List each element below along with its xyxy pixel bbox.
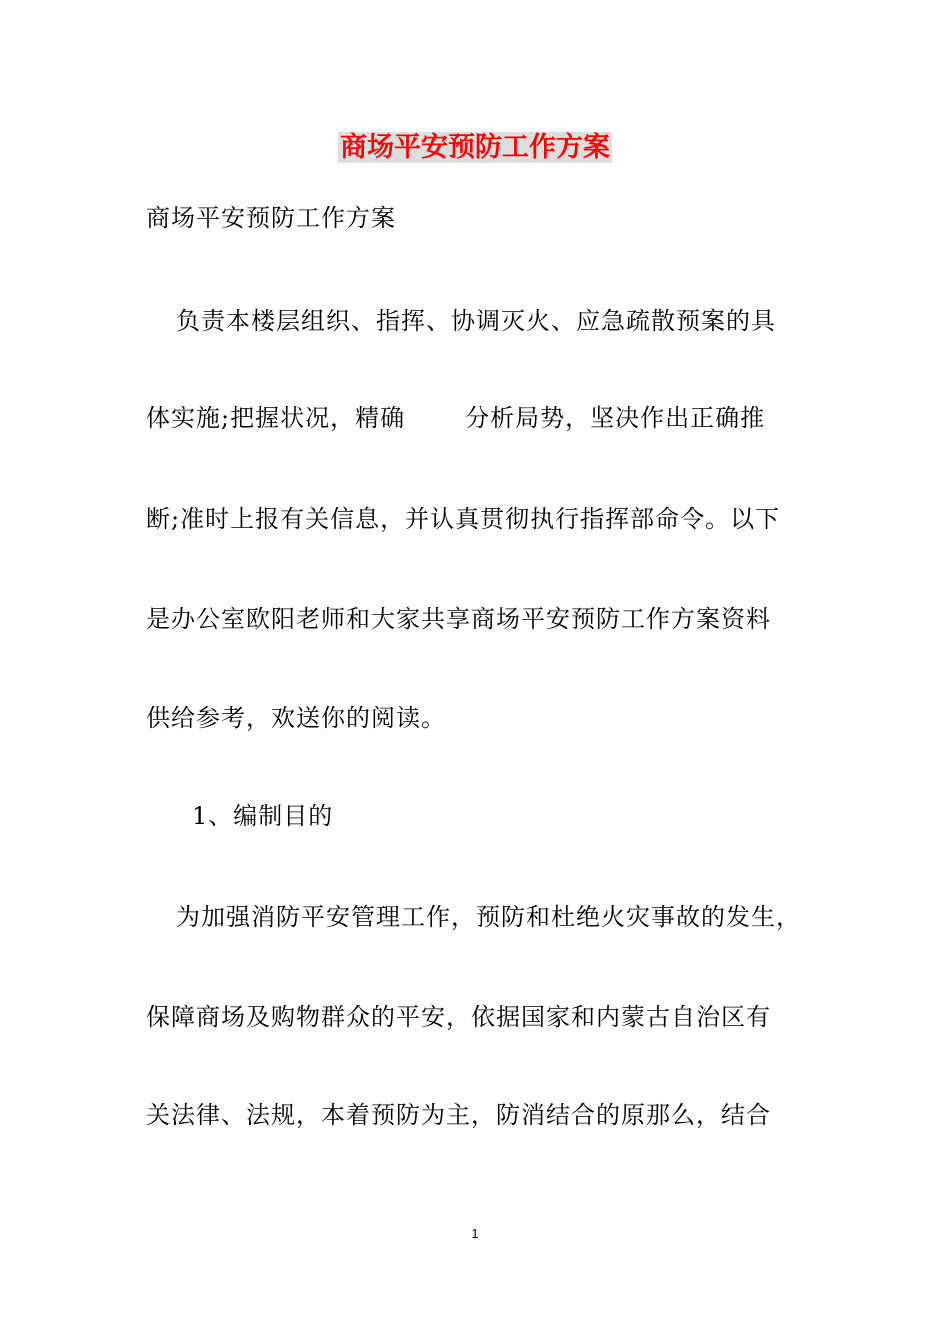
paragraph-line: 供给参考，欢送你的阅读。 [146, 704, 446, 732]
paragraph-line: 负责本楼层组织、指挥、协调灭火、应急疏散预案的具 [176, 307, 776, 335]
paragraph-line: 断;准时上报有关信息，并认真贯彻执行指挥部命令。以下 [146, 505, 781, 533]
paragraph-line: 关法律、法规，本着预防为主，防消结合的原那么，结合 [146, 1101, 771, 1129]
paragraph-line: 为加强消防平安管理工作，预防和杜绝火灾事故的发生， [176, 903, 801, 931]
paragraph-line-part: 体实施;把握状况，精确 [146, 404, 406, 432]
paragraph-line [146, 402, 826, 434]
paragraph-line-part: 分析局势，坚决作出正确推 [465, 404, 766, 432]
paragraph-line: 保障商场及购物群众的平安，依据国家和内蒙古自治区有 [146, 1003, 771, 1031]
paragraph-line: 是办公室欧阳老师和大家共享商场平安预防工作方案资料 [146, 605, 771, 633]
document-title [0, 128, 950, 168]
document-title-text: 商场平安预防工作方案 [340, 132, 610, 163]
section-heading: 1、编制目的 [192, 802, 334, 830]
document-subtitle: 商场平安预防工作方案 [146, 204, 396, 232]
page-number: 1 [471, 1226, 479, 1241]
